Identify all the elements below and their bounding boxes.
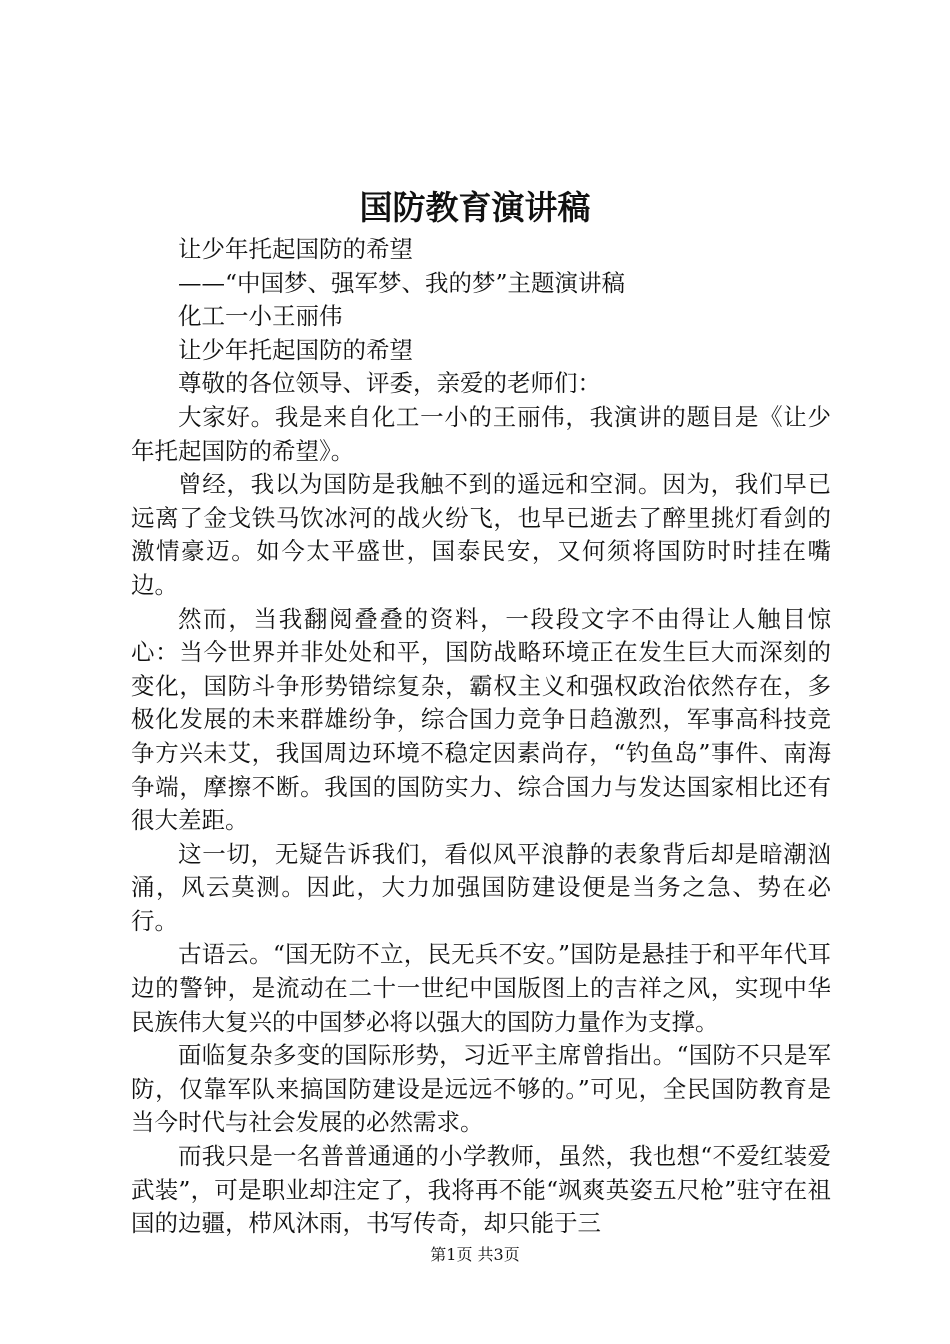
paragraph: 然而，当我翻阅叠叠的资料，一段段文字不由得让人触目惊心：当今世界并非处处和平，国防战略环境正在发生巨大而深刻的变化，国防斗争形势错综复杂，霸权主义和强权政治依然存在，多极化发展的未来群雄纷争，综合国力竞争日趋激烈，军事高科技竞争方兴未艾，我国周边环境不稳定因素尚存，“钓鱼岛”事件、南海争端，摩擦不断。我国的国防实力、综合国力与发达国家相比还有很大差距。 (131, 604, 831, 835)
paragraph-speech-title: 让少年托起国防的希望 (178, 335, 413, 364)
paragraph-greeting: 大家好。我是来自化工一小的王丽伟，我演讲的题目是《让少年托起国防的希望》。 (131, 402, 831, 465)
paragraph: 古语云。“国无防不立，民无兵不安。”国防是悬挂于和平年代耳边的警钟，是流动在二十一世纪中国版图上的吉祥之风，实现中华民族伟大复兴的中国梦必将以强大的国防力量作为支撑。 (131, 940, 831, 1036)
paragraph-subtitle: 让少年托起国防的希望 (178, 235, 413, 263)
paragraph: 而我只是一名普普通通的小学教师，虽然，我也想“不爱红装爱武装”，可是职业却注定了，我将再不能“飒爽英姿五尺枪”驻守在祖国的边疆，栉风沐雨，书写传奇，却只能于三 (131, 1142, 831, 1238)
document-body (131, 233, 831, 1241)
paragraph: 曾经，我以为国防是我触不到的遥远和空洞。因为，我们早已远离了金戈铁马饮冰河的战火纷飞，也早已逝去了醉里挑灯看剑的激情豪迈。如今太平盛世，国泰民安，又何须将国防时时挂在嘴边。 (131, 470, 831, 599)
paragraph-theme: ——“中国梦、强军梦、我的梦”主题演讲稿 (178, 268, 626, 297)
paragraph-salutation: 尊敬的各位领导、评委，亲爱的老师们： (178, 369, 601, 398)
paragraph-author: 化工一小王丽伟 (178, 302, 343, 331)
document-title: 国防教育演讲稿 (359, 188, 591, 227)
paragraph: 面临复杂多变的国际形势，习近平主席曾指出。“国防不只是军防，仅靠军队来搞国防建设是远远不够的。”可见，全民国防教育是当今时代与社会发展的必然需求。 (131, 1041, 831, 1137)
paragraph: 这一切，无疑告诉我们，看似风平浪静的表象背后却是暗潮汹涌，风云莫测。因此，大力加强国防建设便是当务之急、势在必行。 (131, 839, 831, 935)
page-number-footer: 第1页 共3页 (430, 1245, 520, 1264)
